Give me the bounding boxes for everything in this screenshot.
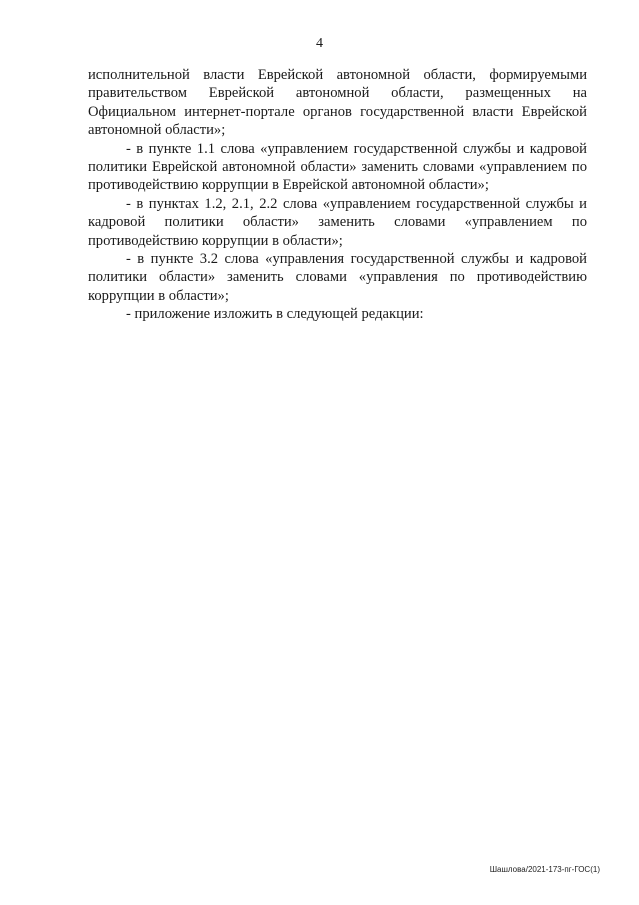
paragraph-item: - в пунктах 1.2, 2.1, 2.2 слова «управлением государственной службы и кадровой политики области» заменить словами «управлением по противодействию коррупции в области»; — [88, 195, 587, 249]
paragraph-item: - в пункте 3.2 слова «управления государственной службы и кадровой политики области» заменить словами «управления по противодействию коррупции в области»; — [88, 251, 587, 304]
document-body — [88, 66, 587, 324]
paragraph-item: - в пункте 1.1 слова «управлением государственной службы и кадровой политики Еврейской автономной области» заменить словами «управлением по противодействию коррупции в Еврейской автономной области»; — [88, 140, 587, 194]
page-number: 4 — [316, 36, 323, 51]
footer-reference: Шашлова/2021-173-пг-ГОС(1) — [489, 865, 600, 874]
paragraph-item: - приложение изложить в следующей редакции: — [126, 306, 424, 323]
paragraph-continuation: исполнительной власти Еврейской автономной области, формируемыми правительством Еврейской автономной области, размещенных на Официальном интернет-портале органов государственной власти Еврейской автономной области»; — [88, 67, 587, 139]
